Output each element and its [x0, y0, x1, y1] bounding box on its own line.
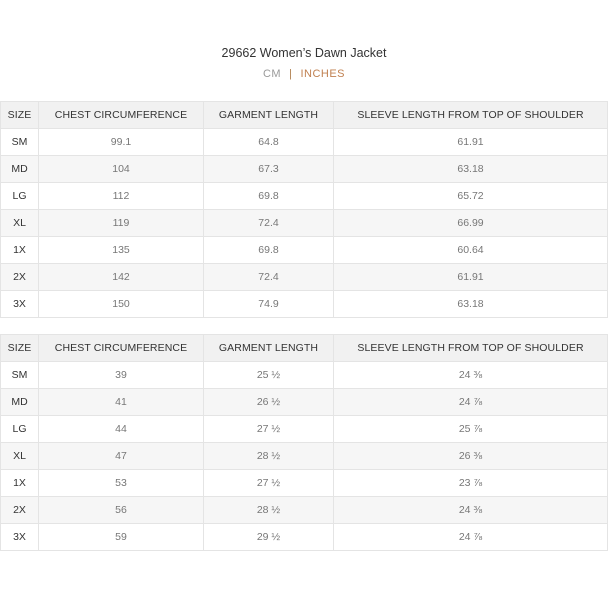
size-cell: MD: [1, 389, 39, 416]
size-cell: SM: [1, 129, 39, 156]
size-cell: LG: [1, 183, 39, 210]
table-row: [1, 389, 608, 416]
table-row: [1, 210, 608, 237]
garment-length-cell: 27 ½: [204, 470, 334, 497]
size-cell: MD: [1, 156, 39, 183]
garment-length-cell: 64.8: [204, 129, 334, 156]
garment-length-cell: 72.4: [204, 264, 334, 291]
table-row: [1, 524, 608, 551]
garment-length-cell: 27 ½: [204, 416, 334, 443]
chest-cell: 112: [39, 183, 204, 210]
size-cell: 3X: [1, 524, 39, 551]
chest-cell: 53: [39, 470, 204, 497]
size-cell: LG: [1, 416, 39, 443]
header-sleeve-length: SLEEVE LENGTH FROM TOP OF SHOULDER: [334, 102, 608, 129]
chest-cell: 135: [39, 237, 204, 264]
table-row: [1, 443, 608, 470]
garment-length-cell: 72.4: [204, 210, 334, 237]
garment-length-cell: 25 ½: [204, 362, 334, 389]
chest-cell: 44: [39, 416, 204, 443]
table-row: [1, 237, 608, 264]
sleeve-length-cell: 24 ⅜: [334, 362, 608, 389]
sleeve-length-cell: 23 ⅞: [334, 470, 608, 497]
table-row: [1, 129, 608, 156]
sleeve-length-cell: 63.18: [334, 156, 608, 183]
garment-length-cell: 28 ½: [204, 443, 334, 470]
chest-cell: 47: [39, 443, 204, 470]
garment-length-cell: 69.8: [204, 183, 334, 210]
garment-length-cell: 29 ½: [204, 524, 334, 551]
header-chest-circumference: CHEST CIRCUMFERENCE: [39, 102, 204, 129]
header-garment-length: GARMENT LENGTH: [204, 102, 334, 129]
chest-cell: 119: [39, 210, 204, 237]
size-cell: 3X: [1, 291, 39, 318]
sleeve-length-cell: 26 ⅜: [334, 443, 608, 470]
table-header-row: [1, 335, 608, 362]
header-sleeve-length: SLEEVE LENGTH FROM TOP OF SHOULDER: [334, 335, 608, 362]
chest-cell: 142: [39, 264, 204, 291]
table-row: [1, 264, 608, 291]
header-garment-length: GARMENT LENGTH: [204, 335, 334, 362]
table-row: [1, 291, 608, 318]
garment-length-cell: 69.8: [204, 237, 334, 264]
header-chest-circumference: CHEST CIRCUMFERENCE: [39, 335, 204, 362]
table-row: [1, 156, 608, 183]
sleeve-length-cell: 24 ⅜: [334, 497, 608, 524]
sleeve-length-cell: 60.64: [334, 237, 608, 264]
size-cell: XL: [1, 443, 39, 470]
unit-separator: |: [289, 68, 293, 80]
sleeve-length-cell: 65.72: [334, 183, 608, 210]
size-cell: 1X: [1, 470, 39, 497]
size-cell: 2X: [1, 497, 39, 524]
chest-cell: 39: [39, 362, 204, 389]
garment-length-cell: 26 ½: [204, 389, 334, 416]
table-row: [1, 362, 608, 389]
table-row: [1, 416, 608, 443]
chest-cell: 99.1: [39, 129, 204, 156]
size-table-cm: [0, 101, 608, 318]
sleeve-length-cell: 61.91: [334, 264, 608, 291]
page-title: 29662 Women’s Dawn Jacket: [221, 46, 387, 60]
size-cell: SM: [1, 362, 39, 389]
sleeve-length-cell: 25 ⅞: [334, 416, 608, 443]
chest-cell: 150: [39, 291, 204, 318]
size-cell: 1X: [1, 237, 39, 264]
table-row: [1, 497, 608, 524]
table-row: [1, 183, 608, 210]
unit-toggle: [0, 68, 608, 80]
size-cell: XL: [1, 210, 39, 237]
chest-cell: 59: [39, 524, 204, 551]
table-row: [1, 470, 608, 497]
sleeve-length-cell: 24 ⅞: [334, 524, 608, 551]
chest-cell: 104: [39, 156, 204, 183]
header-size: SIZE: [1, 335, 39, 362]
sleeve-length-cell: 24 ⅞: [334, 389, 608, 416]
unit-inches-toggle[interactable]: INCHES: [300, 68, 346, 80]
header-size: SIZE: [1, 102, 39, 129]
size-table-inches: [0, 334, 608, 551]
table-header-row: [1, 102, 608, 129]
sleeve-length-cell: 66.99: [334, 210, 608, 237]
size-cell: 2X: [1, 264, 39, 291]
chest-cell: 41: [39, 389, 204, 416]
sleeve-length-cell: 61.91: [334, 129, 608, 156]
chest-cell: 56: [39, 497, 204, 524]
unit-cm-toggle[interactable]: CM: [262, 68, 282, 80]
sleeve-length-cell: 63.18: [334, 291, 608, 318]
garment-length-cell: 28 ½: [204, 497, 334, 524]
garment-length-cell: 74.9: [204, 291, 334, 318]
garment-length-cell: 67.3: [204, 156, 334, 183]
